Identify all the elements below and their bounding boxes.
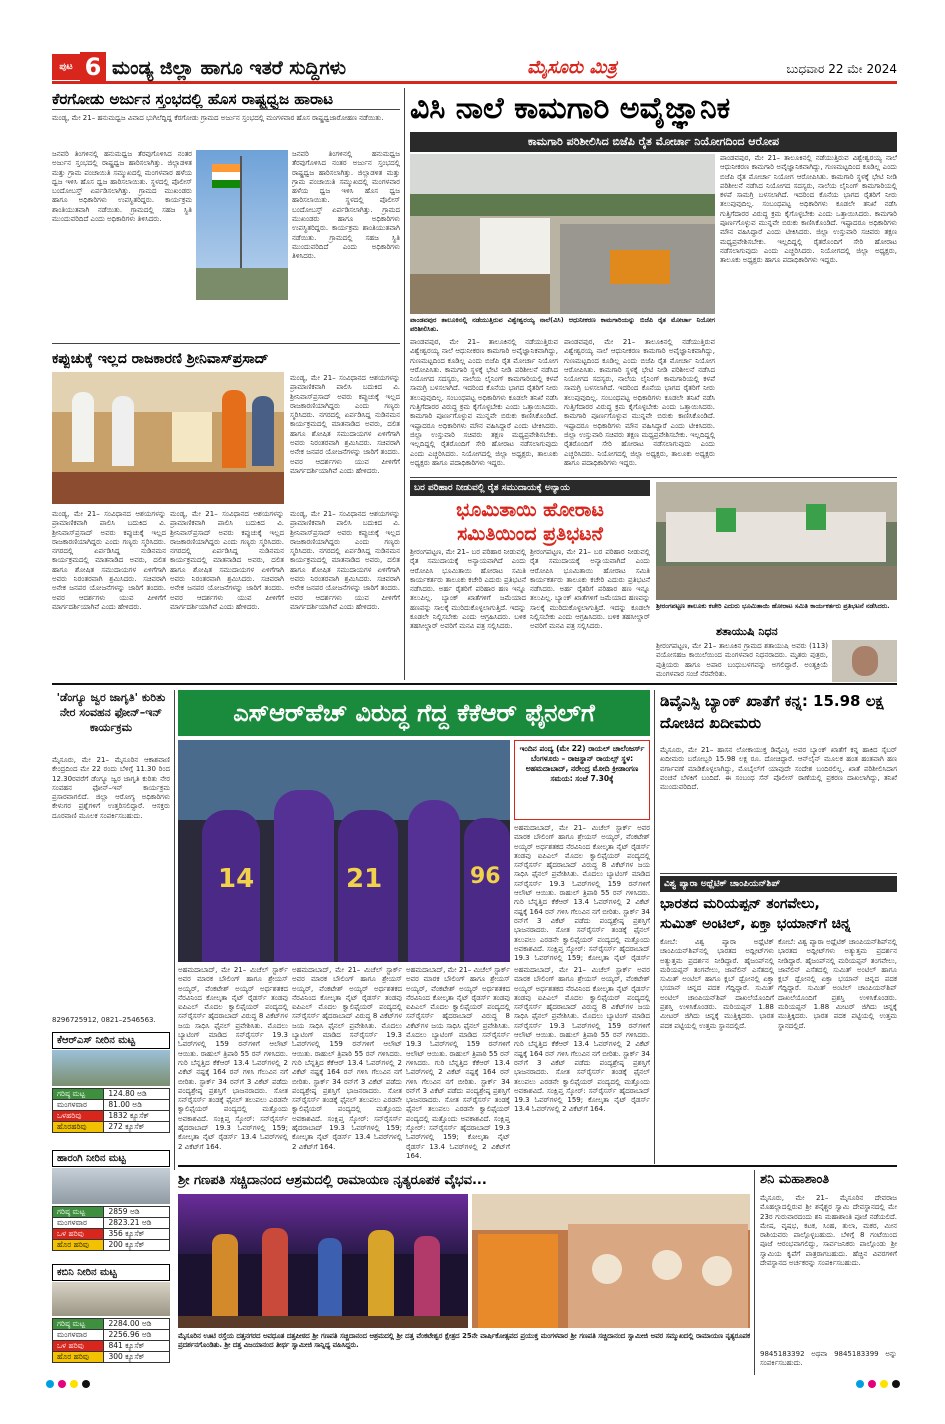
story-shani-phones: 9845183392 ಅಥವಾ 9845183399 ಅನ್ನು ಸಂಪರ್ಕಿಸಬಹುದು. [760, 1350, 897, 1368]
section-title: ಮಂಡ್ಯ ಜಿಲ್ಲಾ ಹಾಗೂ ಇತರೆ ಸುದ್ದಿಗಳು [112, 57, 346, 79]
story-flag-body-right: ಜನವರಿ ತಿಂಗಳಿನಲ್ಲಿ ಹನುಮಧ್ವಜ ತೆರವುಗೊಳಿಸಿದ ನಂತರ ಅರ್ಜುನ ಸ್ತಂಭದಲ್ಲಿ ರಾಷ್ಟ್ರಧ್ವಜ ಹಾರಿಸಲಾಗಿತ್ತು. ಜಿಲ್ಲಾಡಳಿತ ಮತ್ತು ಗ್ರಾಮ ಪಂಚಾಯಿತಿ ಸಮ್ಮುಖದಲ್ಲಿ ಮಂಗಳವಾರ ಹಳೆಯ ಧ್ವಜ ಇಳಿಸಿ ಹೊಸ ಧ್ವಜ ಹಾರಿಸಲಾಯಿತು. ಸ್ಥಳದಲ್ಲಿ ಪೊಲೀಸ್ ಬಂದೋಬಸ್ತ್ ಏರ್ಪಡಿಸಲಾಗಿತ್ತು. ಗ್ರಾಮದ ಮುಖಂಡರು ಹಾಗೂ ಅಧಿಕಾರಿಗಳು ಉಪಸ್ಥಿತರಿದ್ದರು. ಕಾರ್ಯಕ್ರಮ ಶಾಂತಿಯುತವಾಗಿ ನಡೆಯಿತು. ಗ್ರಾಮದಲ್ಲಿ ಸಹಜ ಸ್ಥಿತಿ ಮುಂದುವರಿದಿದೆ ಎಂದು ಅಧಿಕಾರಿಗಳು ತಿಳಿಸಿದರು. [292, 150, 400, 261]
harangi-level-title: ಹಾರಂಗಿ ನೀರಿನ ಮಟ್ಟ [52, 1150, 170, 1167]
story-flag-lead: ಮಂಡ್ಯ, ಮೇ 21– ಹನುಮಧ್ವಜ ವಿವಾದ ಭುಗಿಲೆದ್ದಿದ್ದ ಕೆರಗೋಡು ಗ್ರಾಮದ ಅರ್ಜುನ ಸ್ತಂಭದಲ್ಲಿ ಮಂಗಳವಾರ ಹೊಸ ರಾಷ್ಟ್ರಧ್ವಜಾರೋಹಣ ನಡೆಯಿತು. [52, 114, 384, 122]
level-value: 356 ಕ್ಯೂಸೆಕ್ [104, 1229, 170, 1240]
krs-level-table [52, 1088, 170, 1133]
story-protest-body-a: ಶ್ರೀರಂಗಪಟ್ಟಣ, ಮೇ 21– ಬರ ಪರಿಹಾರ ನೀಡುವಲ್ಲಿ ರೈತ ಸಮುದಾಯಕ್ಕೆ ಅನ್ಯಾಯವಾಗಿದೆ ಎಂದು ಆರೋಪಿಸಿ ಭೂಮಿತಾಯಿ ಹೋರಾಟ ಸಮಿತಿ ಕಾರ್ಯಕರ್ತರು ತಾಲೂಕು ಕಚೇರಿ ಎದುರು ಪ್ರತಿಭಟನೆ ನಡೆಸಿದರು. ಅರ್ಹ ರೈತರಿಗೆ ಪರಿಹಾರ ಹಣ ಇನ್ನೂ ತಲುಪಿಲ್ಲ. ಬ್ಯಾಂಕ್ ಖಾತೆಗಳಿಗೆ ಜಮೆಯಾದ ಹಣವನ್ನು ಸಾಲಕ್ಕೆ ಮುರಿದುಕೊಳ್ಳಲಾಗುತ್ತಿದೆ. ಇದನ್ನು ಕೂಡಲೇ ನಿಲ್ಲಿಸಬೇಕು ಎಂದು ಆಗ್ರಹಿಸಿದರು. ಬಳಿಕ ತಹಸೀಲ್ದಾರ್ ಅವರಿಗೆ ಮನವಿ ಪತ್ರ ಸಲ್ಲಿಸಿದರು. [410, 548, 526, 631]
story-vc-body-a: ಪಾಂಡವಪುರ, ಮೇ 21– ತಾಲೂಕಿನಲ್ಲಿ ನಡೆಯುತ್ತಿರುವ ವಿಶ್ವೇಶ್ವರಯ್ಯ ನಾಲೆ ಆಧುನೀಕರಣ ಕಾಮಗಾರಿ ಅವೈಜ್ಞಾನಿಕವಾಗಿದ್ದು, ಗುಣಮಟ್ಟದಿಂದ ಕೂಡಿಲ್ಲ ಎಂದು ಬಿಜೆಪಿ ರೈತ ಮೋರ್ಚಾ ನಿಯೋಗ ಆರೋಪಿಸಿತು. ಕಾಮಗಾರಿ ಸ್ಥಳಕ್ಕೆ ಭೇಟಿ ನೀಡಿ ಪರಿಶೀಲನೆ ನಡೆಸಿದ ನಿಯೋಗದ ಸದಸ್ಯರು, ನಾಲೆಯ ಲೈನಿಂಗ್ ಕಾಮಗಾರಿಯಲ್ಲಿ ಕಳಪೆ ಸಾಮಗ್ರಿ ಬಳಸಲಾಗಿದೆ. ಇದರಿಂದ ಕೊನೆಯ ಭಾಗದ ರೈತರಿಗೆ ನೀರು ತಲುಪುವುದಿಲ್ಲ. ಸಂಬಂಧಪಟ್ಟ ಅಧಿಕಾರಿಗಳು ಕೂಡಲೇ ತನಿಖೆ ನಡೆಸಿ ಗುತ್ತಿಗೆದಾರರ ವಿರುದ್ಧ ಕ್ರಮ ಕೈಗೊಳ್ಳಬೇಕು ಎಂದು ಒತ್ತಾಯಿಸಿದರು. ಕಾಮಗಾರಿ ಪೂರ್ಣಗೊಳ್ಳುವ ಮುನ್ನವೇ ಬಿರುಕು ಕಾಣಿಸಿಕೊಂಡಿದೆ. ಇಷ್ಟಾದರೂ ಅಧಿಕಾರಿಗಳು ಮೌನ ವಹಿಸಿದ್ದಾರೆ ಎಂದು ಟೀಕಿಸಿದರು. ಜಿಲ್ಲಾ ಉಸ್ತುವಾರಿ ಸಚಿವರು ತಕ್ಷಣ ಮಧ್ಯಪ್ರವೇಶಿಸಬೇಕು. ಇಲ್ಲದಿದ್ದಲ್ಲಿ ರೈತರೊಂದಿಗೆ ಸೇರಿ ಹೋರಾಟ ನಡೆಸಲಾಗುವುದು ಎಂದು ಎಚ್ಚರಿಸಿದರು. ನಿಯೋಗದಲ್ಲಿ ಜಿಲ್ಲಾ ಅಧ್ಯಕ್ಷರು, ತಾಲೂಕು ಅಧ್ಯಕ್ಷರು ಹಾಗೂ ಪದಾಧಿಕಾರಿಗಳು ಇದ್ದರು. [410, 338, 558, 467]
krs-dam-photo [52, 1050, 170, 1086]
registration-dot [880, 1380, 888, 1388]
level-value: 2284.00 ಅಡಿ [104, 1319, 170, 1330]
story-ipl-body-right: ಅಹಮದಾಬಾದ್, ಮೇ 21– ಮಿಚೆಲ್ ಸ್ಟಾರ್ಕ್ ಅವರ ಮಾರಕ ಬೌಲಿಂಗ್ ಹಾಗೂ ಶ್ರೇಯಸ್ ಅಯ್ಯರ್, ವೆಂಕಟೇಶ್ ಅಯ್ಯರ್ ಅರ್ಧಶತಕದ ನೆರವಿನಿಂದ ಕೋಲ್ಕತಾ ನೈಟ್ ರೈಡರ್ಸ್ ತಂಡವು ಐಪಿಎಲ್ ಮೊದಲ ಕ್ವಾಲಿಫೈಯರ್ ಪಂದ್ಯದಲ್ಲಿ ಸನ್‌ರೈಸರ್ಸ್ ಹೈದರಾಬಾದ್ ವಿರುದ್ಧ 8 ವಿಕೆಟ್‌ಗಳ ಜಯ ಸಾಧಿಸಿ ಫೈನಲ್ ಪ್ರವೇಶಿಸಿತು. ಮೊದಲು ಬ್ಯಾಟಿಂಗ್ ಮಾಡಿದ ಸನ್‌ರೈಸರ್ಸ್ 19.3 ಓವರ್‌ಗಳಲ್ಲಿ 159 ರನ್‌ಗಳಿಗೆ ಆಲೌಟ್ ಆಯಿತು. ರಾಹುಲ್ ತ್ರಿಪಾಠಿ 55 ರನ್ ಗಳಿಸಿದರು. ಗುರಿ ಬೆನ್ನತ್ತಿದ ಕೆಕೆಆರ್ 13.4 ಓವರ್‌ಗಳಲ್ಲಿ 2 ವಿಕೆಟ್ ನಷ್ಟಕ್ಕೆ 164 ರನ್ ಗಳಿಸಿ ಗೆಲುವಿನ ನಗೆ ಬೀರಿತು. ಸ್ಟಾರ್ಕ್ 34 ರನ್‌ಗೆ 3 ವಿಕೆಟ್ ಪಡೆದು ಪಂದ್ಯಶ್ರೇಷ್ಠ ಪ್ರಶಸ್ತಿಗೆ ಭಾಜನರಾದರು. ಸೋತ ಸನ್‌ರೈಸರ್ಸ್ ತಂಡಕ್ಕೆ ಫೈನಲ್ ತಲುಪಲು ಎರಡನೇ ಕ್ವಾಲಿಫೈಯರ್ ಪಂದ್ಯದಲ್ಲಿ ಮತ್ತೊಂದು ಅವಕಾಶವಿದೆ. ಸಂಕ್ಷಿಪ್ತ ಸ್ಕೋರ್: ಸನ್‌ರೈಸರ್ಸ್ ಹೈದರಾಬಾದ್ 19.3 ಓವರ್‌ಗಳಲ್ಲಿ 159; ಕೋಲ್ಕತಾ ನೈಟ್ ರೈಡರ್ಸ್ [514, 824, 650, 963]
ashram-audience-photo [472, 1194, 750, 1328]
kkr-celebration-photo: 14 21 96 [178, 740, 510, 962]
subhead-vc-canal: ಕಾಮಗಾರಿ ಪರಿಶೀಲಿಸಿದ ಬಿಜೆಪಿ ರೈತ ಮೋರ್ಚಾ ನಿಯೋಗದಿಂದ ಆರೋಪ [410, 132, 897, 152]
story-ipl-body-c: ಅಹಮದಾಬಾದ್, ಮೇ 21– ಮಿಚೆಲ್ ಸ್ಟಾರ್ಕ್ ಅವರ ಮಾರಕ ಬೌಲಿಂಗ್ ಹಾಗೂ ಶ್ರೇಯಸ್ ಅಯ್ಯರ್, ವೆಂಕಟೇಶ್ ಅಯ್ಯರ್ ಅರ್ಧಶತಕದ ನೆರವಿನಿಂದ ಕೋಲ್ಕತಾ ನೈಟ್ ರೈಡರ್ಸ್ ತಂಡವು ಐಪಿಎಲ್ ಮೊದಲ ಕ್ವಾಲಿಫೈಯರ್ ಪಂದ್ಯದಲ್ಲಿ ಸನ್‌ರೈಸರ್ಸ್ ಹೈದರಾಬಾದ್ ವಿರುದ್ಧ 8 ವಿಕೆಟ್‌ಗಳ ಜಯ ಸಾಧಿಸಿ ಫೈನಲ್ ಪ್ರವೇಶಿಸಿತು. ಮೊದಲು ಬ್ಯಾಟಿಂಗ್ ಮಾಡಿದ ಸನ್‌ರೈಸರ್ಸ್ 19.3 ಓವರ್‌ಗಳಲ್ಲಿ 159 ರನ್‌ಗಳಿಗೆ ಆಲೌಟ್ ಆಯಿತು. ರಾಹುಲ್ ತ್ರಿಪಾಠಿ 55 ರನ್ ಗಳಿಸಿದರು. ಗುರಿ ಬೆನ್ನತ್ತಿದ ಕೆಕೆಆರ್ 13.4 ಓವರ್‌ಗಳಲ್ಲಿ 2 ವಿಕೆಟ್ ನಷ್ಟಕ್ಕೆ 164 ರನ್ ಗಳಿಸಿ ಗೆಲುವಿನ ನಗೆ ಬೀರಿತು. ಸ್ಟಾರ್ಕ್ 34 ರನ್‌ಗೆ 3 ವಿಕೆಟ್ ಪಡೆದು ಪಂದ್ಯಶ್ರೇಷ್ಠ ಪ್ರಶಸ್ತಿಗೆ ಭಾಜನರಾದರು. ಸೋತ ಸನ್‌ರೈಸರ್ಸ್ ತಂಡಕ್ಕೆ ಫೈನಲ್ ತಲುಪಲು ಎರಡನೇ ಕ್ವಾಲಿಫೈಯರ್ ಪಂದ್ಯದಲ್ಲಿ ಮತ್ತೊಂದು ಅವಕಾಶವಿದೆ. ಸಂಕ್ಷಿಪ್ತ ಸ್ಕೋರ್: ಸನ್‌ರೈಸರ್ಸ್ ಹೈದರಾಬಾದ್ 19.3 ಓವರ್‌ಗಳಲ್ಲಿ 159; ಕೋಲ್ಕತಾ ನೈಟ್ ರೈಡರ್ಸ್ 13.4 ಓವರ್‌ಗಳಲ್ಲಿ 2 ವಿಕೆಟ್‌ಗೆ 164. [406, 966, 510, 1160]
protest-photo [656, 482, 897, 600]
level-label: ಹೊರ ಹರಿವು [53, 1352, 104, 1363]
dance-performance-photo [178, 1194, 468, 1328]
level-label: ಹೊರಹರಿವು [53, 1122, 104, 1133]
page-date: ಬುಧವಾರ 22 ಮೇ 2024 [786, 62, 897, 76]
flag-photo [196, 150, 288, 300]
obituary-portrait [832, 640, 897, 682]
level-label: ಒಳಹರಿವು [53, 1111, 104, 1122]
headline-ramayana-dance: ಶ್ರೀ ಗಣಪತಿ ಸಚ್ಚಿದಾನಂದ ಆಶ್ರಮದಲ್ಲಿ ರಾಮಾಯಣ ನೃತ್ಯರೂಪಕ ವೈಭವ... [178, 1173, 487, 1188]
kabini-dam-photo [52, 1282, 170, 1316]
story-protest-body-b: ಶ್ರೀರಂಗಪಟ್ಟಣ, ಮೇ 21– ಬರ ಪರಿಹಾರ ನೀಡುವಲ್ಲಿ ರೈತ ಸಮುದಾಯಕ್ಕೆ ಅನ್ಯಾಯವಾಗಿದೆ ಎಂದು ಆರೋಪಿಸಿ ಭೂಮಿತಾಯಿ ಹೋರಾಟ ಸಮಿತಿ ಕಾರ್ಯಕರ್ತರು ತಾಲೂಕು ಕಚೇರಿ ಎದುರು ಪ್ರತಿಭಟನೆ ನಡೆಸಿದರು. ಅರ್ಹ ರೈತರಿಗೆ ಪರಿಹಾರ ಹಣ ಇನ್ನೂ ತಲುಪಿಲ್ಲ. ಬ್ಯಾಂಕ್ ಖಾತೆಗಳಿಗೆ ಜಮೆಯಾದ ಹಣವನ್ನು ಸಾಲಕ್ಕೆ ಮುರಿದುಕೊಳ್ಳಲಾಗುತ್ತಿದೆ. ಇದನ್ನು ಕೂಡಲೇ ನಿಲ್ಲಿಸಬೇಕು ಎಂದು ಆಗ್ರಹಿಸಿದರು. ಬಳಿಕ ತಹಸೀಲ್ದಾರ್ ಅವರಿಗೆ ಮನವಿ ಪತ್ರ ಸಲ್ಲಿಸಿದರು. [530, 548, 650, 631]
story-shani-body: ಮೈಸೂರು, ಮೇ 21– ಮೈಸೂರಿನ ದೇವರಾಜ ಮೊಹಲ್ಲಾದಲ್ಲಿರುವ ಶ್ರೀ ಶನೈಶ್ಚರ ಸ್ವಾಮಿ ದೇವಸ್ಥಾನದಲ್ಲಿ ಮೇ 23ರ ಗುರುವಾರದಂದು ಶನಿ ಮಹಾಶಾಂತಿ ಪೂಜೆ ನಡೆಯಲಿದೆ. ಮೇಷ, ವೃಷಭ, ಕಟಕ, ಸಿಂಹ, ತುಲಾ, ಮಕರ, ಮೀನ ರಾಶಿಯವರು ಪಾಲ್ಗೊಳ್ಳಬಹುದು. ಬೆಳಿಗ್ಗೆ 8 ಗಂಟೆಯಿಂದ ಪೂಜೆ ಆರಂಭವಾಗಲಿದ್ದು, ಸಾರ್ವಜನಿಕರು ಪಾಲ್ಗೊಂಡು ಶ್ರೀ ಸ್ವಾಮಿಯ ಕೃಪೆಗೆ ಪಾತ್ರರಾಗಬಹುದು. ಹೆಚ್ಚಿನ ವಿವರಗಳಿಗೆ ದೇವಸ್ಥಾನದ ಅರ್ಚಕರನ್ನು ಸಂಪರ್ಕಿಸಬಹುದು. [760, 1194, 897, 1268]
level-label: ಮಂಗಳವಾರ [53, 1218, 104, 1229]
story-srinivas-body-d: ಮಂಡ್ಯ, ಮೇ 21– ಸಂವಿಧಾನದ ಆಶಯಗಳನ್ನು ಪ್ರಾಮಾಣಿಕವಾಗಿ ಪಾಲಿಸಿ ಬದುಕಿದ ವಿ. ಶ್ರೀನಿವಾಸ್‌ಪ್ರಸಾದ್ ಅವರು ಕಪ್ಪುಚುಕ್ಕೆ ಇಲ್ಲದ ರಾಜಕಾರಣಿಯಾಗಿದ್ದರು ಎಂದು ಗಣ್ಯರು ಸ್ಮರಿಸಿದರು. ನಗರದಲ್ಲಿ ಏರ್ಪಡಿಸಿದ್ದ ನುಡಿನಮನ ಕಾರ್ಯಕ್ರಮದಲ್ಲಿ ಮಾತನಾಡಿದ ಅವರು, ದಲಿತ ಹಾಗೂ ಶೋಷಿತ ಸಮುದಾಯಗಳ ಏಳಿಗೆಗಾಗಿ ಅವರು ನಿರಂತರವಾಗಿ ಶ್ರಮಿಸಿದರು. ಸಚಿವರಾಗಿ ಅನೇಕ ಜನಪರ ಯೋಜನೆಗಳನ್ನು ಜಾರಿಗೆ ತಂದರು. ಅವರ ಆದರ್ಶಗಳು ಯುವ ಪೀಳಿಗೆಗೆ ಮಾರ್ಗದರ್ಶಿಯಾಗಿವೆ ಎಂದು ಹೇಳಿದರು. [290, 510, 400, 611]
headline-protest-line1: ಭೂಮಿತಾಯಿ ಹೋರಾಟ [456, 499, 604, 521]
ipl-scorebox: ಇಂದಿನ ಪಂದ್ಯ (ಮೇ 22) ರಾಯಲ್ ಚಾಲೆಂಜರ್ಸ್ ಬೆಂಗಳೂರು – ರಾಜಸ್ಥಾನ್ ರಾಯಲ್ಸ್ ಸ್ಥಳ: ಅಹಮದಾಬಾದ್, ನರೇಂದ್ರ ಮೋದಿ ಕ್ರೀಡಾಂಗಣ ಸಮಯ: ಸಂಜೆ 7.30ಕ್ಕೆ [514, 740, 650, 820]
headline-vc-canal: ವಿಸಿ ನಾಲೆ ಕಾಮಗಾರಿ ಅವೈಜ್ಞಾನಿಕ [410, 91, 731, 126]
level-label: ಮಂಗಳವಾರ [53, 1330, 104, 1341]
level-label: ಗರಿಷ್ಠ ಮಟ್ಟ [53, 1319, 104, 1330]
level-value: 2823.21 ಅಡಿ [104, 1218, 170, 1229]
headline-shani-mahashanti: ಶನಿ ಮಹಾಶಾಂತಿ [760, 1172, 830, 1187]
tribute-event-photo [52, 372, 284, 504]
headline-ipl-kkr: ಎಸ್‌ಆರ್‌ಹೆಚ್ ವಿರುದ್ಧ ಗೆದ್ದ ಕೆಕೆಆರ್ ಫೈನಲ್‌ಗೆ [178, 690, 650, 736]
harangi-dam-photo [52, 1168, 170, 1204]
kabini-level-table [52, 1318, 170, 1363]
story-srinivas-body-c: ಮಂಡ್ಯ, ಮೇ 21– ಸಂವಿಧಾನದ ಆಶಯಗಳನ್ನು ಪ್ರಾಮಾಣಿಕವಾಗಿ ಪಾಲಿಸಿ ಬದುಕಿದ ವಿ. ಶ್ರೀನಿವಾಸ್‌ಪ್ರಸಾದ್ ಅವರು ಕಪ್ಪುಚುಕ್ಕೆ ಇಲ್ಲದ ರಾಜಕಾರಣಿಯಾಗಿದ್ದರು ಎಂದು ಗಣ್ಯರು ಸ್ಮರಿಸಿದರು. ನಗರದಲ್ಲಿ ಏರ್ಪಡಿಸಿದ್ದ ನುಡಿನಮನ ಕಾರ್ಯಕ್ರಮದಲ್ಲಿ ಮಾತನಾಡಿದ ಅವರು, ದಲಿತ ಹಾಗೂ ಶೋಷಿತ ಸಮುದಾಯಗಳ ಏಳಿಗೆಗಾಗಿ ಅವರು ನಿರಂತರವಾಗಿ ಶ್ರಮಿಸಿದರು. ಸಚಿವರಾಗಿ ಅನೇಕ ಜನಪರ ಯೋಜನೆಗಳನ್ನು ಜಾರಿಗೆ ತಂದರು. ಅವರ ಆದರ್ಶಗಳು ಯುವ ಪೀಳಿಗೆಗೆ ಮಾರ್ಗದರ್ಶಿಯಾಗಿವೆ ಎಂದು ಹೇಳಿದರು. [170, 510, 284, 611]
story-vc-body-right: ಪಾಂಡವಪುರ, ಮೇ 21– ತಾಲೂಕಿನಲ್ಲಿ ನಡೆಯುತ್ತಿರುವ ವಿಶ್ವೇಶ್ವರಯ್ಯ ನಾಲೆ ಆಧುನೀಕರಣ ಕಾಮಗಾರಿ ಅವೈಜ್ಞಾನಿಕವಾಗಿದ್ದು, ಗುಣಮಟ್ಟದಿಂದ ಕೂಡಿಲ್ಲ ಎಂದು ಬಿಜೆಪಿ ರೈತ ಮೋರ್ಚಾ ನಿಯೋಗ ಆರೋಪಿಸಿತು. ಕಾಮಗಾರಿ ಸ್ಥಳಕ್ಕೆ ಭೇಟಿ ನೀಡಿ ಪರಿಶೀಲನೆ ನಡೆಸಿದ ನಿಯೋಗದ ಸದಸ್ಯರು, ನಾಲೆಯ ಲೈನಿಂಗ್ ಕಾಮಗಾರಿಯಲ್ಲಿ ಕಳಪೆ ಸಾಮಗ್ರಿ ಬಳಸಲಾಗಿದೆ. ಇದರಿಂದ ಕೊನೆಯ ಭಾಗದ ರೈತರಿಗೆ ನೀರು ತಲುಪುವುದಿಲ್ಲ. ಸಂಬಂಧಪಟ್ಟ ಅಧಿಕಾರಿಗಳು ಕೂಡಲೇ ತನಿಖೆ ನಡೆಸಿ ಗುತ್ತಿಗೆದಾರರ ವಿರುದ್ಧ ಕ್ರಮ ಕೈಗೊಳ್ಳಬೇಕು ಎಂದು ಒತ್ತಾಯಿಸಿದರು. ಕಾಮಗಾರಿ ಪೂರ್ಣಗೊಳ್ಳುವ ಮುನ್ನವೇ ಬಿರುಕು ಕಾಣಿಸಿಕೊಂಡಿದೆ. ಇಷ್ಟಾದರೂ ಅಧಿಕಾರಿಗಳು ಮೌನ ವಹಿಸಿದ್ದಾರೆ ಎಂದು ಟೀಕಿಸಿದರು. ಜಿಲ್ಲಾ ಉಸ್ತುವಾರಿ ಸಚಿವರು ತಕ್ಷಣ ಮಧ್ಯಪ್ರವೇಶಿಸಬೇಕು. ಇಲ್ಲದಿದ್ದಲ್ಲಿ ರೈತರೊಂದಿಗೆ ಸೇರಿ ಹೋರಾಟ ನಡೆಸಲಾಗುವುದು ಎಂದು ಎಚ್ಚರಿಸಿದರು. ನಿಯೋಗದಲ್ಲಿ ಜಿಲ್ಲಾ ಅಧ್ಯಕ್ಷರು, ತಾಲೂಕು ಅಧ್ಯಕ್ಷರು ಹಾಗೂ ಪದಾಧಿಕಾರಿಗಳು ಇದ್ದರು. [720, 154, 897, 265]
level-label: ಒಳ ಹರಿವು [53, 1341, 104, 1352]
caption-vc-canal: ಪಾಂಡವಪುರ ತಾಲೂಕಿನಲ್ಲಿ ನಡೆಯುತ್ತಿರುವ ವಿಶ್ವೇಶ್ವರಯ್ಯ ನಾಲೆ(ವಿಸಿ) ಆಧುನೀಕರಣ ಕಾಮಗಾರಿಯನ್ನು ಬಿಜೆಪಿ ರೈತ ಮೋರ್ಚಾ ನಿಯೋಗ ಪರಿಶೀಲಿಸಿತು. [410, 316, 715, 333]
level-value: 1832 ಕ್ಯೂಸೆಕ್ [104, 1111, 170, 1122]
level-value: 272 ಕ್ಯೂಸೆಕ್ [104, 1122, 170, 1133]
level-value: 2256.96 ಅಡಿ [104, 1330, 170, 1341]
headline-para-line2: ಸುಮಿತ್ ಅಂಟಿಲ್, ಏಕ್ತಾ ಭಯಾನ್‌ಗೆ ಚಿನ್ನ [660, 916, 851, 932]
registration-dot [868, 1380, 876, 1388]
story-dengue-body: ಮೈಸೂರು, ಮೇ 21– ಮೈಸೂರಿನ ಆಕಾಶವಾಣಿ ಕೇಂದ್ರದಿಂದ ಮೇ 22 ರಂದು ಬೆಳಿಗ್ಗೆ 11.30 ರಿಂದ 12.30ರವರೆಗೆ ಡೆಂಗ್ಯೂ ಜ್ವರ ಜಾಗೃತಿ ಕುರಿತು ನೇರ ಸಂವಹನ ಫೋನ್–ಇನ್ ಕಾರ್ಯಕ್ರಮ ಪ್ರಸಾರವಾಗಲಿದೆ. ಜಿಲ್ಲಾ ಆರೋಗ್ಯ ಅಧಿಕಾರಿಗಳು ಕೇಳುಗರ ಪ್ರಶ್ನೆಗಳಿಗೆ ಉತ್ತರಿಸಲಿದ್ದಾರೆ. ಆಸಕ್ತರು ದೂರವಾಣಿ ಮೂಲಕ ಸಂಪರ್ಕಿಸಬಹುದು. [52, 756, 170, 820]
level-value: 81.00 ಅಡಿ [104, 1100, 170, 1111]
level-label: ಮಂಗಳವಾರ [53, 1100, 104, 1111]
story-srinivas-body-a: ಮಂಡ್ಯ, ಮೇ 21– ಸಂವಿಧಾನದ ಆಶಯಗಳನ್ನು ಪ್ರಾಮಾಣಿಕವಾಗಿ ಪಾಲಿಸಿ ಬದುಕಿದ ವಿ. ಶ್ರೀನಿವಾಸ್‌ಪ್ರಸಾದ್ ಅವರು ಕಪ್ಪುಚುಕ್ಕೆ ಇಲ್ಲದ ರಾಜಕಾರಣಿಯಾಗಿದ್ದರು ಎಂದು ಗಣ್ಯರು ಸ್ಮರಿಸಿದರು. ನಗರದಲ್ಲಿ ಏರ್ಪಡಿಸಿದ್ದ ನುಡಿನಮನ ಕಾರ್ಯಕ್ರಮದಲ್ಲಿ ಮಾತನಾಡಿದ ಅವರು, ದಲಿತ ಹಾಗೂ ಶೋಷಿತ ಸಮುದಾಯಗಳ ಏಳಿಗೆಗಾಗಿ ಅವರು ನಿರಂತರವಾಗಿ ಶ್ರಮಿಸಿದರು. ಸಚಿವರಾಗಿ ಅನೇಕ ಜನಪರ ಯೋಜನೆಗಳನ್ನು ಜಾರಿಗೆ ತಂದರು. ಅವರ ಆದರ್ಶಗಳು ಯುವ ಪೀಳಿಗೆಗೆ ಮಾರ್ಗದರ್ಶಿಯಾಗಿವೆ ಎಂದು ಹೇಳಿದರು. [290, 374, 400, 475]
headline-dysp-bank: ಡಿವೈಎಸ್ಪಿ ಬ್ಯಾಂಕ್ ಖಾತೆಗೆ ಕನ್ನ: 15.98 ಲಕ್ಷ ದೋಚಿದ ಖದೀಮರು [660, 692, 884, 732]
registration-dot [46, 1380, 54, 1388]
harangi-level-table [52, 1206, 170, 1251]
kicker-drought-relief: ಬರ ಪರಿಹಾರ ನೀಡುವಲ್ಲಿ ರೈತ ಸಮುದಾಯಕ್ಕೆ ಅನ್ಯಾಯ [410, 480, 650, 496]
registration-dot [82, 1380, 90, 1388]
story-flag-body-left: ಜನವರಿ ತಿಂಗಳಿನಲ್ಲಿ ಹನುಮಧ್ವಜ ತೆರವುಗೊಳಿಸಿದ ನಂತರ ಅರ್ಜುನ ಸ್ತಂಭದಲ್ಲಿ ರಾಷ್ಟ್ರಧ್ವಜ ಹಾರಿಸಲಾಗಿತ್ತು. ಜಿಲ್ಲಾಡಳಿತ ಮತ್ತು ಗ್ರಾಮ ಪಂಚಾಯಿತಿ ಸಮ್ಮುಖದಲ್ಲಿ ಮಂಗಳವಾರ ಹಳೆಯ ಧ್ವಜ ಇಳಿಸಿ ಹೊಸ ಧ್ವಜ ಹಾರಿಸಲಾಯಿತು. ಸ್ಥಳದಲ್ಲಿ ಪೊಲೀಸ್ ಬಂದೋಬಸ್ತ್ ಏರ್ಪಡಿಸಲಾಗಿತ್ತು. ಗ್ರಾಮದ ಮುಖಂಡರು ಹಾಗೂ ಅಧಿಕಾರಿಗಳು ಉಪಸ್ಥಿತರಿದ್ದರು. ಕಾರ್ಯಕ್ರಮ ಶಾಂತಿಯುತವಾಗಿ ನಡೆಯಿತು. ಗ್ರಾಮದಲ್ಲಿ ಸಹಜ ಸ್ಥಿತಿ ಮುಂದುವರಿದಿದೆ ಎಂದು ಅಧಿಕಾರಿಗಳು ತಿಳಿಸಿದರು. [52, 150, 192, 224]
headline-protest-line2: ಸಮಿತಿಯಿಂದ ಪ್ರತಿಭಟನೆ [457, 523, 603, 545]
headline-obituary: ಶತಾಯುಷಿ ನಿಧನ [716, 625, 778, 638]
kicker-para-athletics: ವಿಶ್ವ ಪ್ಯಾರಾ ಅಥ್ಲೆಟಿಕ್ ಚಾಂಪಿಯನ್‌ಶಿಪ್ [660, 876, 897, 892]
obituary-body: ಶ್ರೀರಂಗಪಟ್ಟಣ, ಮೇ 21– ತಾಲೂಕಿನ ಗ್ರಾಮದ ಶತಾಯುಷಿ ಅವರು (113) ವಯೋಸಹಜ ಕಾಯಿಲೆಯಿಂದ ಮಂಗಳವಾರ ನಿಧನರಾದರು. ಮೃತರು ಪುತ್ರರು, ಪುತ್ರಿಯರು ಹಾಗೂ ಅಪಾರ ಬಂಧುಬಳಗವನ್ನು ಅಗಲಿದ್ದಾರೆ. ಅಂತ್ಯಕ್ರಿಯೆ ಮಂಗಳವಾರ ಸಂಜೆ ನೆರವೇರಿತು. [656, 642, 828, 678]
level-value: 300 ಕ್ಯೂಸೆಕ್ [104, 1352, 170, 1363]
story-para-body-a: ಕೋಬೆ: ವಿಶ್ವ ಪ್ಯಾರಾ ಅಥ್ಲೆಟಿಕ್ ಚಾಂಪಿಯನ್‌ಶಿಪ್‌ನಲ್ಲಿ ಭಾರತದ ಅಥ್ಲೀಟ್‌ಗಳು ಅತ್ಯುತ್ತಮ ಪ್ರದರ್ಶನ ನೀಡಿದ್ದಾರೆ. ಹೈಜಂಪ್‌ನಲ್ಲಿ ಮರಿಯಪ್ಪನ್ ತಂಗವೇಲು, ಜಾವೆಲಿನ್ ಎಸೆತದಲ್ಲಿ ಸುಮಿತ್ ಅಂಟಿಲ್ ಹಾಗೂ ಕ್ಲಬ್ ಥ್ರೋನಲ್ಲಿ ಏಕ್ತಾ ಭಯಾನ್ ಚಿನ್ನದ ಪದಕ ಗೆದ್ದಿದ್ದಾರೆ. ಸುಮಿತ್ ಅಂಟಿಲ್ ಚಾಂಪಿಯನ್‌ಶಿಪ್ ದಾಖಲೆಯೊಂದಿಗೆ ಪ್ರಶಸ್ತಿ ಉಳಿಸಿಕೊಂಡರು. ಮರಿಯಪ್ಪನ್ 1.88 ಮೀಟರ್ ಜಿಗಿದು ಚಿನ್ನಕ್ಕೆ ಮುತ್ತಿಕ್ಕಿದರು. ಭಾರತ ಪದಕ ಪಟ್ಟಿಯಲ್ಲಿ ಉತ್ತಮ ಸ್ಥಾನದಲ್ಲಿದೆ. [660, 938, 774, 1030]
kabini-level-title: ಕಬಿನಿ ನೀರಿನ ಮಟ್ಟ [52, 1264, 170, 1281]
story-dysp-body: ಮೈಸೂರು, ಮೇ 21– ಹಾಸನ ಲೋಕಾಯುಕ್ತ ಡಿವೈಎಸ್ಪಿ ಅವರ ಬ್ಯಾಂಕ್ ಖಾತೆಗೆ ಕನ್ನ ಹಾಕಿದ ಸೈಬರ್ ಖದೀಮರು ಬರೋಬ್ಬರಿ 15.98 ಲಕ್ಷ ರೂ. ದೋಚಿದ್ದಾರೆ. ಆನ್‌ಲೈನ್ ಮೂಲಕ ಹಂತ ಹಂತವಾಗಿ ಹಣ ವರ್ಗಾವಣೆ ಮಾಡಿಕೊಳ್ಳಲಾಗಿದ್ದು, ಮೊಬೈಲ್‌ಗೆ ಯಾವುದೇ ಸಂದೇಶ ಬಂದಿರಲಿಲ್ಲ. ಖಾತೆ ಪರಿಶೀಲಿಸಿದಾಗ ವಂಚನೆ ಬೆಳಕಿಗೆ ಬಂದಿದೆ. ಈ ಸಂಬಂಧ ಸೆನ್ ಪೊಲೀಸ್ ಠಾಣೆಯಲ್ಲಿ ಪ್ರಕರಣ ದಾಖಲಾಗಿದ್ದು, ತನಿಖೆ ಮುಂದುವರಿದಿದೆ. [660, 746, 897, 792]
caption-protest: ಶ್ರೀರಂಗಪಟ್ಟಣ ತಾಲೂಕು ಕಚೇರಿ ಎದುರು ಭೂಮಿತಾಯಿ ಹೋರಾಟ ಸಮಿತಿ ಕಾರ್ಯಕರ್ತರು ಪ್ರತಿಭಟನೆ ನಡೆಸಿದರು. [656, 602, 890, 610]
story-srinivas-body-b: ಮಂಡ್ಯ, ಮೇ 21– ಸಂವಿಧಾನದ ಆಶಯಗಳನ್ನು ಪ್ರಾಮಾಣಿಕವಾಗಿ ಪಾಲಿಸಿ ಬದುಕಿದ ವಿ. ಶ್ರೀನಿವಾಸ್‌ಪ್ರಸಾದ್ ಅವರು ಕಪ್ಪುಚುಕ್ಕೆ ಇಲ್ಲದ ರಾಜಕಾರಣಿಯಾಗಿದ್ದರು ಎಂದು ಗಣ್ಯರು ಸ್ಮರಿಸಿದರು. ನಗರದಲ್ಲಿ ಏರ್ಪಡಿಸಿದ್ದ ನುಡಿನಮನ ಕಾರ್ಯಕ್ರಮದಲ್ಲಿ ಮಾತನಾಡಿದ ಅವರು, ದಲಿತ ಹಾಗೂ ಶೋಷಿತ ಸಮುದಾಯಗಳ ಏಳಿಗೆಗಾಗಿ ಅವರು ನಿರಂತರವಾಗಿ ಶ್ರಮಿಸಿದರು. ಸಚಿವರಾಗಿ ಅನೇಕ ಜನಪರ ಯೋಜನೆಗಳನ್ನು ಜಾರಿಗೆ ತಂದರು. ಅವರ ಆದರ್ಶಗಳು ಯುವ ಪೀಳಿಗೆಗೆ ಮಾರ್ಗದರ್ಶಿಯಾಗಿವೆ ಎಂದು ಹೇಳಿದರು. [52, 510, 166, 611]
headline-flag-hoisting: ಕೆರಗೋಡು ಅರ್ಜುನ ಸ್ತಂಭದಲ್ಲಿ ಹೊಸ ರಾಷ್ಟ್ರಧ್ವಜ ಹಾರಾಟ [52, 88, 400, 110]
masthead: ಮೈಸೂರು ಮಿತ್ರ [527, 57, 617, 78]
level-label: ಹೊರ ಹರಿವು [53, 1240, 104, 1251]
story-para-body-b: ಕೋಬೆ: ವಿಶ್ವ ಪ್ಯಾರಾ ಅಥ್ಲೆಟಿಕ್ ಚಾಂಪಿಯನ್‌ಶಿಪ್‌ನಲ್ಲಿ ಭಾರತದ ಅಥ್ಲೀಟ್‌ಗಳು ಅತ್ಯುತ್ತಮ ಪ್ರದರ್ಶನ ನೀಡಿದ್ದಾರೆ. ಹೈಜಂಪ್‌ನಲ್ಲಿ ಮರಿಯಪ್ಪನ್ ತಂಗವೇಲು, ಜಾವೆಲಿನ್ ಎಸೆತದಲ್ಲಿ ಸುಮಿತ್ ಅಂಟಿಲ್ ಹಾಗೂ ಕ್ಲಬ್ ಥ್ರೋನಲ್ಲಿ ಏಕ್ತಾ ಭಯಾನ್ ಚಿನ್ನದ ಪದಕ ಗೆದ್ದಿದ್ದಾರೆ. ಸುಮಿತ್ ಅಂಟಿಲ್ ಚಾಂಪಿಯನ್‌ಶಿಪ್ ದಾಖಲೆಯೊಂದಿಗೆ ಪ್ರಶಸ್ತಿ ಉಳಿಸಿಕೊಂಡರು. ಮರಿಯಪ್ಪನ್ 1.88 ಮೀಟರ್ ಜಿಗಿದು ಚಿನ್ನಕ್ಕೆ ಮುತ್ತಿಕ್ಕಿದರು. ಭಾರತ ಪದಕ ಪಟ್ಟಿಯಲ್ಲಿ ಉತ್ತಮ ಸ್ಥಾನದಲ್ಲಿದೆ. [778, 938, 897, 1030]
headline-dengue-phonein: 'ಡೆಂಗ್ಯೂ ಜ್ವರ ಜಾಗೃತಿ' ಕುರಿತು ನೇರ ಸಂವಹನ ಫೋನ್–ಇನ್ ಕಾರ್ಯಕ್ರಮ [56, 691, 166, 734]
page-number: 6 [80, 52, 106, 82]
story-ipl-body-b: ಅಹಮದಾಬಾದ್, ಮೇ 21– ಮಿಚೆಲ್ ಸ್ಟಾರ್ಕ್ ಅವರ ಮಾರಕ ಬೌಲಿಂಗ್ ಹಾಗೂ ಶ್ರೇಯಸ್ ಅಯ್ಯರ್, ವೆಂಕಟೇಶ್ ಅಯ್ಯರ್ ಅರ್ಧಶತಕದ ನೆರವಿನಿಂದ ಕೋಲ್ಕತಾ ನೈಟ್ ರೈಡರ್ಸ್ ತಂಡವು ಐಪಿಎಲ್ ಮೊದಲ ಕ್ವಾಲಿಫೈಯರ್ ಪಂದ್ಯದಲ್ಲಿ ಸನ್‌ರೈಸರ್ಸ್ ಹೈದರಾಬಾದ್ ವಿರುದ್ಧ 8 ವಿಕೆಟ್‌ಗಳ ಜಯ ಸಾಧಿಸಿ ಫೈನಲ್ ಪ್ರವೇಶಿಸಿತು. ಮೊದಲು ಬ್ಯಾಟಿಂಗ್ ಮಾಡಿದ ಸನ್‌ರೈಸರ್ಸ್ 19.3 ಓವರ್‌ಗಳಲ್ಲಿ 159 ರನ್‌ಗಳಿಗೆ ಆಲೌಟ್ ಆಯಿತು. ರಾಹುಲ್ ತ್ರಿಪಾಠಿ 55 ರನ್ ಗಳಿಸಿದರು. ಗುರಿ ಬೆನ್ನತ್ತಿದ ಕೆಕೆಆರ್ 13.4 ಓವರ್‌ಗಳಲ್ಲಿ 2 ವಿಕೆಟ್ ನಷ್ಟಕ್ಕೆ 164 ರನ್ ಗಳಿಸಿ ಗೆಲುವಿನ ನಗೆ ಬೀರಿತು. ಸ್ಟಾರ್ಕ್ 34 ರನ್‌ಗೆ 3 ವಿಕೆಟ್ ಪಡೆದು ಪಂದ್ಯಶ್ರೇಷ್ಠ ಪ್ರಶಸ್ತಿಗೆ ಭಾಜನರಾದರು. ಸೋತ ಸನ್‌ರೈಸರ್ಸ್ ತಂಡಕ್ಕೆ ಫೈನಲ್ ತಲುಪಲು ಎರಡನೇ ಕ್ವಾಲಿಫೈಯರ್ ಪಂದ್ಯದಲ್ಲಿ ಮತ್ತೊಂದು ಅವಕಾಶವಿದೆ. ಸಂಕ್ಷಿಪ್ತ ಸ್ಕೋರ್: ಸನ್‌ರೈಸರ್ಸ್ ಹೈದರಾಬಾದ್ 19.3 ಓವರ್‌ಗಳಲ್ಲಿ 159; ಕೋಲ್ಕತಾ ನೈಟ್ ರೈಡರ್ಸ್ 13.4 ಓವರ್‌ಗಳಲ್ಲಿ 2 ವಿಕೆಟ್‌ಗೆ 164. [292, 966, 402, 1151]
story-dengue-phones: 8296725912, 0821–2546563. [52, 1016, 156, 1024]
caption-ramayana: ಮೈಸೂರಿನ ಊಟಿ ರಸ್ತೆಯ ದತ್ತನಗರದ ಅವಧೂತ ದತ್ತಪೀಠದ ಶ್ರೀ ಗಣಪತಿ ಸಚ್ಚಿದಾನಂದ ಆಶ್ರಮದಲ್ಲಿ ಶ್ರೀ ದತ್ತ ವೆಂಕಟೇಶ್ವರ ಕ್ಷೇತ್ರದ 25ನೇ ವಾರ್ಷಿಕೋತ್ಸವದ ಪ್ರಯುಕ್ತ ಮಂಗಳವಾರ ಶ್ರೀ ಗಣಪತಿ ಸಚ್ಚಿದಾನಂದ ಸ್ವಾಮೀಜಿ ಅವರ ಸಮ್ಮುಖದಲ್ಲಿ ರಾಮಾಯಣ ನೃತ್ಯರೂಪಕ ಪ್ರದರ್ಶನಗೊಂಡಿತು. ಶ್ರೀ ದತ್ತ ವಿಜಯಾನಂದ ತೀರ್ಥ ಸ್ವಾಮೀಜಿ ಸಾನ್ನಿಧ್ಯ ವಹಿಸಿದ್ದರು. [178, 1332, 750, 1349]
story-vc-body-b: ಪಾಂಡವಪುರ, ಮೇ 21– ತಾಲೂಕಿನಲ್ಲಿ ನಡೆಯುತ್ತಿರುವ ವಿಶ್ವೇಶ್ವರಯ್ಯ ನಾಲೆ ಆಧುನೀಕರಣ ಕಾಮಗಾರಿ ಅವೈಜ್ಞಾನಿಕವಾಗಿದ್ದು, ಗುಣಮಟ್ಟದಿಂದ ಕೂಡಿಲ್ಲ ಎಂದು ಬಿಜೆಪಿ ರೈತ ಮೋರ್ಚಾ ನಿಯೋಗ ಆರೋಪಿಸಿತು. ಕಾಮಗಾರಿ ಸ್ಥಳಕ್ಕೆ ಭೇಟಿ ನೀಡಿ ಪರಿಶೀಲನೆ ನಡೆಸಿದ ನಿಯೋಗದ ಸದಸ್ಯರು, ನಾಲೆಯ ಲೈನಿಂಗ್ ಕಾಮಗಾರಿಯಲ್ಲಿ ಕಳಪೆ ಸಾಮಗ್ರಿ ಬಳಸಲಾಗಿದೆ. ಇದರಿಂದ ಕೊನೆಯ ಭಾಗದ ರೈತರಿಗೆ ನೀರು ತಲುಪುವುದಿಲ್ಲ. ಸಂಬಂಧಪಟ್ಟ ಅಧಿಕಾರಿಗಳು ಕೂಡಲೇ ತನಿಖೆ ನಡೆಸಿ ಗುತ್ತಿಗೆದಾರರ ವಿರುದ್ಧ ಕ್ರಮ ಕೈಗೊಳ್ಳಬೇಕು ಎಂದು ಒತ್ತಾಯಿಸಿದರು. ಕಾಮಗಾರಿ ಪೂರ್ಣಗೊಳ್ಳುವ ಮುನ್ನವೇ ಬಿರುಕು ಕಾಣಿಸಿಕೊಂಡಿದೆ. ಇಷ್ಟಾದರೂ ಅಧಿಕಾರಿಗಳು ಮೌನ ವಹಿಸಿದ್ದಾರೆ ಎಂದು ಟೀಕಿಸಿದರು. ಜಿಲ್ಲಾ ಉಸ್ತುವಾರಿ ಸಚಿವರು ತಕ್ಷಣ ಮಧ್ಯಪ್ರವೇಶಿಸಬೇಕು. ಇಲ್ಲದಿದ್ದಲ್ಲಿ ರೈತರೊಂದಿಗೆ ಸೇರಿ ಹೋರಾಟ ನಡೆಸಲಾಗುವುದು ಎಂದು ಎಚ್ಚರಿಸಿದರು. ನಿಯೋಗದಲ್ಲಿ ಜಿಲ್ಲಾ ಅಧ್ಯಕ್ಷರು, ತಾಲೂಕು ಅಧ್ಯಕ್ಷರು ಹಾಗೂ ಪದಾಧಿಕಾರಿಗಳು ಇದ್ದರು. [564, 338, 715, 467]
story-ipl-body-a: ಅಹಮದಾಬಾದ್, ಮೇ 21– ಮಿಚೆಲ್ ಸ್ಟಾರ್ಕ್ ಅವರ ಮಾರಕ ಬೌಲಿಂಗ್ ಹಾಗೂ ಶ್ರೇಯಸ್ ಅಯ್ಯರ್, ವೆಂಕಟೇಶ್ ಅಯ್ಯರ್ ಅರ್ಧಶತಕದ ನೆರವಿನಿಂದ ಕೋಲ್ಕತಾ ನೈಟ್ ರೈಡರ್ಸ್ ತಂಡವು ಐಪಿಎಲ್ ಮೊದಲ ಕ್ವಾಲಿಫೈಯರ್ ಪಂದ್ಯದಲ್ಲಿ ಸನ್‌ರೈಸರ್ಸ್ ಹೈದರಾಬಾದ್ ವಿರುದ್ಧ 8 ವಿಕೆಟ್‌ಗಳ ಜಯ ಸಾಧಿಸಿ ಫೈನಲ್ ಪ್ರವೇಶಿಸಿತು. ಮೊದಲು ಬ್ಯಾಟಿಂಗ್ ಮಾಡಿದ ಸನ್‌ರೈಸರ್ಸ್ 19.3 ಓವರ್‌ಗಳಲ್ಲಿ 159 ರನ್‌ಗಳಿಗೆ ಆಲೌಟ್ ಆಯಿತು. ರಾಹುಲ್ ತ್ರಿಪಾಠಿ 55 ರನ್ ಗಳಿಸಿದರು. ಗುರಿ ಬೆನ್ನತ್ತಿದ ಕೆಕೆಆರ್ 13.4 ಓವರ್‌ಗಳಲ್ಲಿ 2 ವಿಕೆಟ್ ನಷ್ಟಕ್ಕೆ 164 ರನ್ ಗಳಿಸಿ ಗೆಲುವಿನ ನಗೆ ಬೀರಿತು. ಸ್ಟಾರ್ಕ್ 34 ರನ್‌ಗೆ 3 ವಿಕೆಟ್ ಪಡೆದು ಪಂದ್ಯಶ್ರೇಷ್ಠ ಪ್ರಶಸ್ತಿಗೆ ಭಾಜನರಾದರು. ಸೋತ ಸನ್‌ರೈಸರ್ಸ್ ತಂಡಕ್ಕೆ ಫೈನಲ್ ತಲುಪಲು ಎರಡನೇ ಕ್ವಾಲಿಫೈಯರ್ ಪಂದ್ಯದಲ್ಲಿ ಮತ್ತೊಂದು ಅವಕಾಶವಿದೆ. ಸಂಕ್ಷಿಪ್ತ ಸ್ಕೋರ್: ಸನ್‌ರೈಸರ್ಸ್ ಹೈದರಾಬಾದ್ 19.3 ಓವರ್‌ಗಳಲ್ಲಿ 159; ಕೋಲ್ಕತಾ ನೈಟ್ ರೈಡರ್ಸ್ 13.4 ಓವರ್‌ಗಳಲ್ಲಿ 2 ವಿಕೆಟ್‌ಗೆ 164. [178, 966, 288, 1151]
registration-dot [58, 1380, 66, 1388]
registration-dot [892, 1380, 900, 1388]
level-label: ಗರಿಷ್ಠ ಮಟ್ಟ [53, 1089, 104, 1100]
page-header [52, 52, 897, 84]
registration-dot [856, 1380, 864, 1388]
registration-dot [70, 1380, 78, 1388]
level-value: 841 ಕ್ಯೂಸೆಕ್ [104, 1341, 170, 1352]
level-label: ಗರಿಷ್ಠ ಮಟ್ಟ [53, 1207, 104, 1218]
headline-srinivas-prasad: ಕಪ್ಪುಚುಕ್ಕೆ ಇಲ್ಲದ ರಾಜಕಾರಣಿ ಶ್ರೀನಿವಾಸ್‌ಪ್ರಸಾದ್ [52, 351, 269, 367]
story-ipl-body-d: ಅಹಮದಾಬಾದ್, ಮೇ 21– ಮಿಚೆಲ್ ಸ್ಟಾರ್ಕ್ ಅವರ ಮಾರಕ ಬೌಲಿಂಗ್ ಹಾಗೂ ಶ್ರೇಯಸ್ ಅಯ್ಯರ್, ವೆಂಕಟೇಶ್ ಅಯ್ಯರ್ ಅರ್ಧಶತಕದ ನೆರವಿನಿಂದ ಕೋಲ್ಕತಾ ನೈಟ್ ರೈಡರ್ಸ್ ತಂಡವು ಐಪಿಎಲ್ ಮೊದಲ ಕ್ವಾಲಿಫೈಯರ್ ಪಂದ್ಯದಲ್ಲಿ ಸನ್‌ರೈಸರ್ಸ್ ಹೈದರಾಬಾದ್ ವಿರುದ್ಧ 8 ವಿಕೆಟ್‌ಗಳ ಜಯ ಸಾಧಿಸಿ ಫೈನಲ್ ಪ್ರವೇಶಿಸಿತು. ಮೊದಲು ಬ್ಯಾಟಿಂಗ್ ಮಾಡಿದ ಸನ್‌ರೈಸರ್ಸ್ 19.3 ಓವರ್‌ಗಳಲ್ಲಿ 159 ರನ್‌ಗಳಿಗೆ ಆಲೌಟ್ ಆಯಿತು. ರಾಹುಲ್ ತ್ರಿಪಾಠಿ 55 ರನ್ ಗಳಿಸಿದರು. ಗುರಿ ಬೆನ್ನತ್ತಿದ ಕೆಕೆಆರ್ 13.4 ಓವರ್‌ಗಳಲ್ಲಿ 2 ವಿಕೆಟ್ ನಷ್ಟಕ್ಕೆ 164 ರನ್ ಗಳಿಸಿ ಗೆಲುವಿನ ನಗೆ ಬೀರಿತು. ಸ್ಟಾರ್ಕ್ 34 ರನ್‌ಗೆ 3 ವಿಕೆಟ್ ಪಡೆದು ಪಂದ್ಯಶ್ರೇಷ್ಠ ಪ್ರಶಸ್ತಿಗೆ ಭಾಜನರಾದರು. ಸೋತ ಸನ್‌ರೈಸರ್ಸ್ ತಂಡಕ್ಕೆ ಫೈನಲ್ ತಲುಪಲು ಎರಡನೇ ಕ್ವಾಲಿಫೈಯರ್ ಪಂದ್ಯದಲ್ಲಿ ಮತ್ತೊಂದು ಅವಕಾಶವಿದೆ. ಸಂಕ್ಷಿಪ್ತ ಸ್ಕೋರ್: ಸನ್‌ರೈಸರ್ಸ್ ಹೈದರಾಬಾದ್ 19.3 ಓವರ್‌ಗಳಲ್ಲಿ 159; ಕೋಲ್ಕತಾ ನೈಟ್ ರೈಡರ್ಸ್ 13.4 ಓವರ್‌ಗಳಲ್ಲಿ 2 ವಿಕೆಟ್‌ಗೆ 164. [514, 966, 650, 1114]
canal-work-photo [410, 154, 715, 314]
level-value: 124.80 ಅಡಿ [104, 1089, 170, 1100]
page-label: ಪುಟ [52, 54, 80, 80]
level-value: 200 ಕ್ಯೂಸೆಕ್ [104, 1240, 170, 1251]
krs-level-title: ಕೆಆರ್‌ಎಸ್ ನೀರಿನ ಮಟ್ಟ [52, 1032, 170, 1049]
level-value: 2859 ಅಡಿ [104, 1207, 170, 1218]
level-label: ಒಳ ಹರಿವು [53, 1229, 104, 1240]
headline-para-line1: ಭಾರತದ ಮರಿಯಪ್ಪನ್ ತಂಗವೇಲು, [660, 896, 820, 912]
